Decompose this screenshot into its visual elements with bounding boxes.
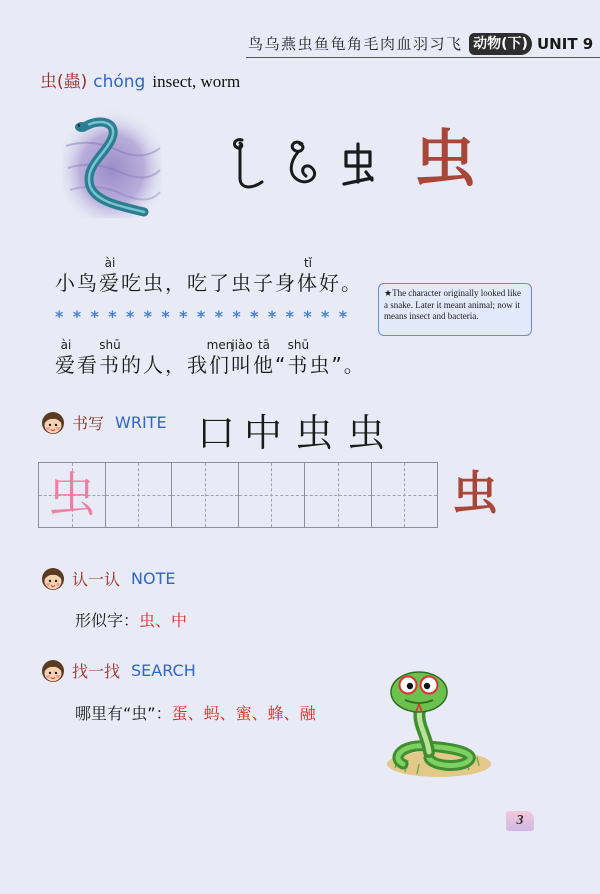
pinyin: tā	[257, 338, 271, 352]
annotated-character	[99, 256, 121, 295]
annotated-character	[231, 338, 253, 377]
pinyin: tǐ	[303, 256, 313, 270]
stroke-order-step: 中	[244, 411, 283, 455]
modern-character: 虫	[414, 122, 477, 195]
section-label-cn: 认一认	[72, 569, 121, 589]
section-label-cn: 找一找	[72, 661, 121, 681]
writing-cell	[172, 463, 239, 527]
girl-face-icon	[40, 565, 66, 591]
etymology-note-text: ★The character originally looked like a snake. Later it meant animal; now it means insect and bacteria.	[384, 288, 522, 321]
cartoon-snake	[383, 664, 498, 780]
writing-cell	[106, 463, 173, 527]
similar-characters-prefix: 形似字：	[75, 611, 140, 630]
writing-cell	[239, 463, 306, 527]
ancient-glyph-3	[338, 134, 380, 194]
section-label-en: SEARCH	[131, 660, 196, 680]
stroke-order-step: 口	[197, 411, 236, 455]
character: 体	[297, 271, 319, 295]
sentence-1	[55, 256, 363, 295]
sentence-text: 的人，我	[121, 353, 209, 377]
annotated-character	[206, 338, 234, 377]
annotated-character	[287, 338, 310, 377]
section-label-cn: 书写	[72, 413, 105, 433]
asterisk-divider: * * * * * * * * * * * * * * * * *	[55, 307, 350, 326]
section-write	[40, 409, 167, 435]
etymology-note-box	[378, 283, 532, 336]
girl-face-icon	[40, 657, 66, 683]
sentence-text: “	[275, 353, 288, 377]
unit-label: UNIT 9	[537, 35, 594, 53]
search-characters-line	[75, 704, 316, 724]
character: 爱	[55, 353, 77, 377]
header-character-list: 鸟乌燕虫鱼龟角毛肉血羽习飞	[248, 35, 463, 53]
model-character: 虫	[47, 467, 96, 523]
section-note	[40, 565, 175, 591]
entry-traditional: (蟲)	[57, 72, 88, 92]
search-characters: 蛋、蚂、蜜、蜂、融	[171, 704, 316, 723]
similar-characters-line	[75, 611, 187, 631]
character: 书	[99, 353, 121, 377]
character: 叫	[231, 353, 253, 377]
ancient-glyph-1	[228, 134, 268, 194]
annotated-character	[253, 338, 275, 377]
character: 他	[253, 353, 275, 377]
annotated-character	[99, 338, 121, 377]
girl-face-icon	[40, 409, 66, 435]
section-label-en: WRITE	[115, 412, 167, 432]
sentence-text: 好。	[319, 271, 363, 295]
pinyin: ài	[104, 256, 116, 270]
sentence-text: 小鸟	[55, 271, 99, 295]
character-entry	[40, 72, 240, 92]
pinyin: ài	[60, 338, 72, 352]
sentence-text: 看	[77, 353, 99, 377]
annotated-character	[297, 256, 319, 295]
display-character: 虫	[452, 466, 498, 520]
pinyin: men	[206, 338, 234, 352]
ancient-glyph-2	[282, 134, 330, 194]
unit-badge: 动物(下)	[469, 33, 532, 55]
character: 书	[287, 353, 310, 377]
stroke-order-step: 虫	[347, 411, 386, 455]
sentence-text: 吃虫，吃了虫子身	[121, 271, 297, 295]
sentence-text: 虫”。	[309, 353, 366, 377]
writing-cell	[39, 463, 106, 527]
section-search	[40, 657, 196, 683]
pinyin: shū	[287, 338, 310, 352]
search-prefix: 哪里有“虫”：	[75, 704, 172, 723]
character: 们	[209, 353, 231, 377]
section-label-en: NOTE	[131, 568, 176, 588]
entry-character: 虫	[40, 72, 57, 92]
writing-cell	[305, 463, 372, 527]
writing-grid	[38, 462, 438, 528]
entry-pinyin: chóng	[93, 72, 146, 92]
stroke-order-step: 虫	[295, 411, 334, 455]
header-divider	[246, 57, 600, 58]
snake-photo	[62, 110, 162, 218]
character: 爱	[99, 271, 121, 295]
sentence-2	[55, 338, 366, 377]
entry-meaning: insect, worm	[152, 72, 241, 91]
pinyin: jiào	[231, 338, 253, 352]
writing-cell	[372, 463, 438, 527]
page-number: 3	[506, 811, 534, 831]
similar-characters: 虫、中	[139, 611, 188, 630]
annotated-character	[55, 338, 77, 377]
pinyin: shū	[99, 338, 121, 352]
